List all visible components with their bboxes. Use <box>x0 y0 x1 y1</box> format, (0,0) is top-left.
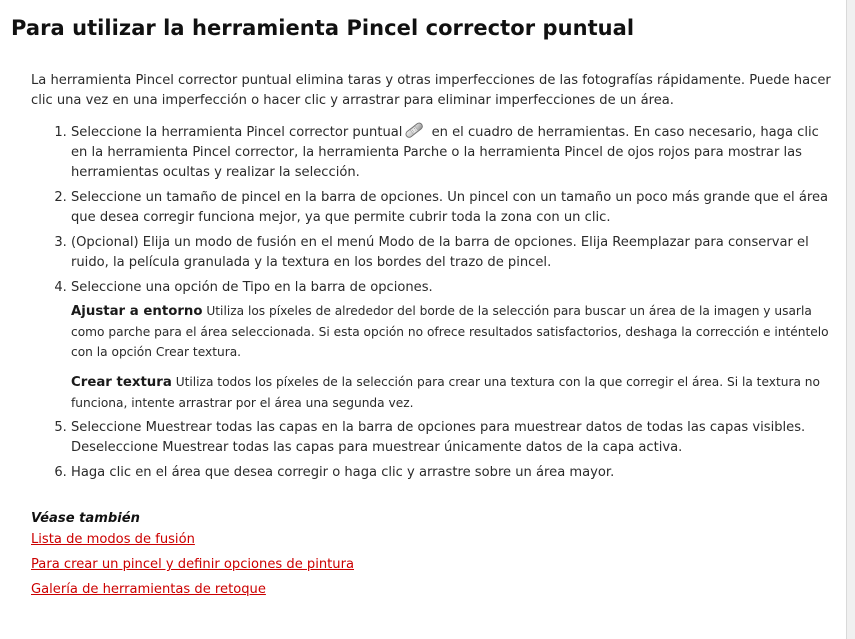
option-crear-textura <box>71 372 831 413</box>
step-2: 2. Seleccione un tamaño de pincel en la barra de opciones. Un pincel con un tamaño un poco más grande que el área que desea corregir funciona mejor, ya que permite cubrir toda la zona con un clic. <box>71 188 831 228</box>
see-also-section <box>31 509 831 600</box>
option-term: Crear textura <box>71 375 172 390</box>
page-title: Para utilizar la herramienta Pincel corrector puntual <box>11 16 635 40</box>
step-1 <box>71 122 831 183</box>
spot-healing-brush-icon <box>403 122 425 138</box>
step-5: 5. Seleccione Muestrear todas las capas en la barra de opciones para muestrear datos de todas las capas visibles. Deseleccione Muestrear todas las capas para muestrear únicamente datos de la capa activa. <box>71 418 831 458</box>
option-description: Utiliza los píxeles de alrededor del borde de la selección para buscar un área de la imagen y usarla como parche para el área seleccionada. Si esta opción no ofrece resultados satisfactorios, deshaga la corrección e inténtelo con la opción Crear textura. <box>71 304 829 359</box>
see-also-title: Véase también <box>31 511 140 526</box>
step-1-text-before: Seleccione la herramienta Pincel corrector puntual <box>71 125 403 140</box>
step-4-text: Seleccione una opción de Tipo en la barra de opciones. <box>71 280 433 295</box>
option-ajustar-a-entorno <box>71 301 831 362</box>
link-blend-modes-list[interactable]: Lista de modos de fusión <box>31 532 195 547</box>
help-content <box>31 71 831 605</box>
steps-list <box>31 122 831 483</box>
step-1-text-after: en el cuadro de herramientas. En caso necesario, haga clic en la herramienta Pincel corrector, la herramienta Parche o la herramienta Pincel de ojos rojos para mostrar las herramientas ocultas y realizar la selección. <box>71 125 819 180</box>
link-create-brush[interactable]: Para crear un pincel y definir opciones de pintura <box>31 557 355 572</box>
option-description: Utiliza todos los píxeles de la selección para crear una textura con la que corregir el área. Si la textura no funciona, intente arrastrar por el área una segunda vez. <box>71 375 820 410</box>
type-options <box>71 301 831 413</box>
step-6: 6. Haga clic en el área que desea corregir o haga clic y arrastre sobre un área mayor. <box>71 463 831 483</box>
option-term: Ajustar a entorno <box>71 304 203 319</box>
vertical-scrollbar[interactable] <box>846 0 855 639</box>
step-4 <box>71 278 831 413</box>
intro-paragraph: La herramienta Pincel corrector puntual elimina taras y otras imperfecciones de las fotografías rápidamente. Puede hacer clic una vez en una imperfección o hacer clic y arrastrar para eliminar imperfecciones de un área. <box>31 73 831 108</box>
step-3: 3. (Opcional) Elija un modo de fusión en el menú Modo de la barra de opciones. Elija Reemplazar para conservar el ruido, la película granulada y la textura en los bordes del trazo de pincel. <box>71 233 831 273</box>
link-retouch-tools-gallery[interactable]: Galería de herramientas de retoque <box>31 582 266 597</box>
